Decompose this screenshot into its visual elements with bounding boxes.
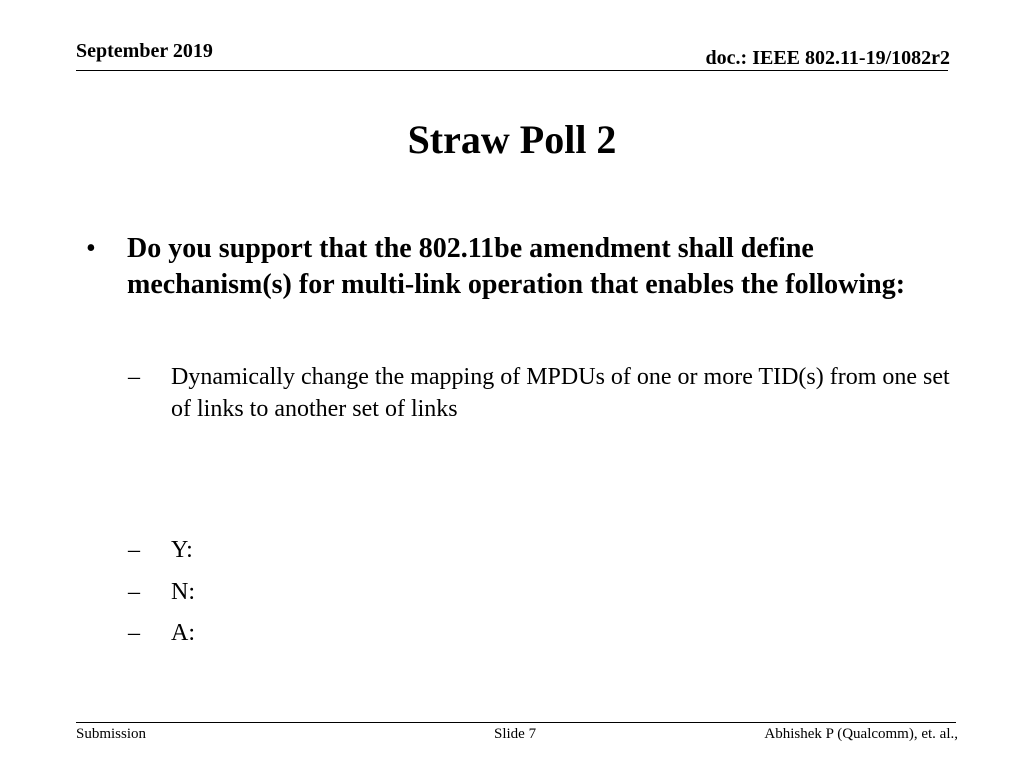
footer-author: Abhishek P (Qualcomm), et. al., — [764, 726, 958, 742]
sub-item-marker: – — [128, 537, 140, 563]
footer-submission: Submission — [76, 726, 147, 742]
bullet-text: Do you support that the 802.11be amendment shall define mechanism(s) for multi-link operation that enables the following: — [127, 233, 906, 300]
sub-item-text: N: — [171, 579, 195, 605]
header-divider — [76, 70, 948, 71]
sub-item-marker: – — [128, 579, 140, 605]
sub-item-text: Dynamically change the mapping of MPDUs of one or more TID(s) from one set of links to another set of links — [171, 364, 950, 422]
sub-item-marker: – — [128, 620, 140, 646]
sub-item-marker: – — [128, 364, 140, 390]
header-doc-id: doc.: IEEE 802.11-19/1082r2 — [705, 47, 950, 69]
header-date: September 2019 — [76, 40, 213, 62]
footer-slide-number: Slide 7 — [494, 726, 537, 742]
sub-item-text: Y: — [171, 537, 193, 563]
sub-item-text: A: — [171, 620, 195, 646]
footer-divider — [76, 722, 956, 723]
slide-title: Straw Poll 2 — [407, 117, 617, 162]
bullet-marker: • — [86, 233, 96, 264]
